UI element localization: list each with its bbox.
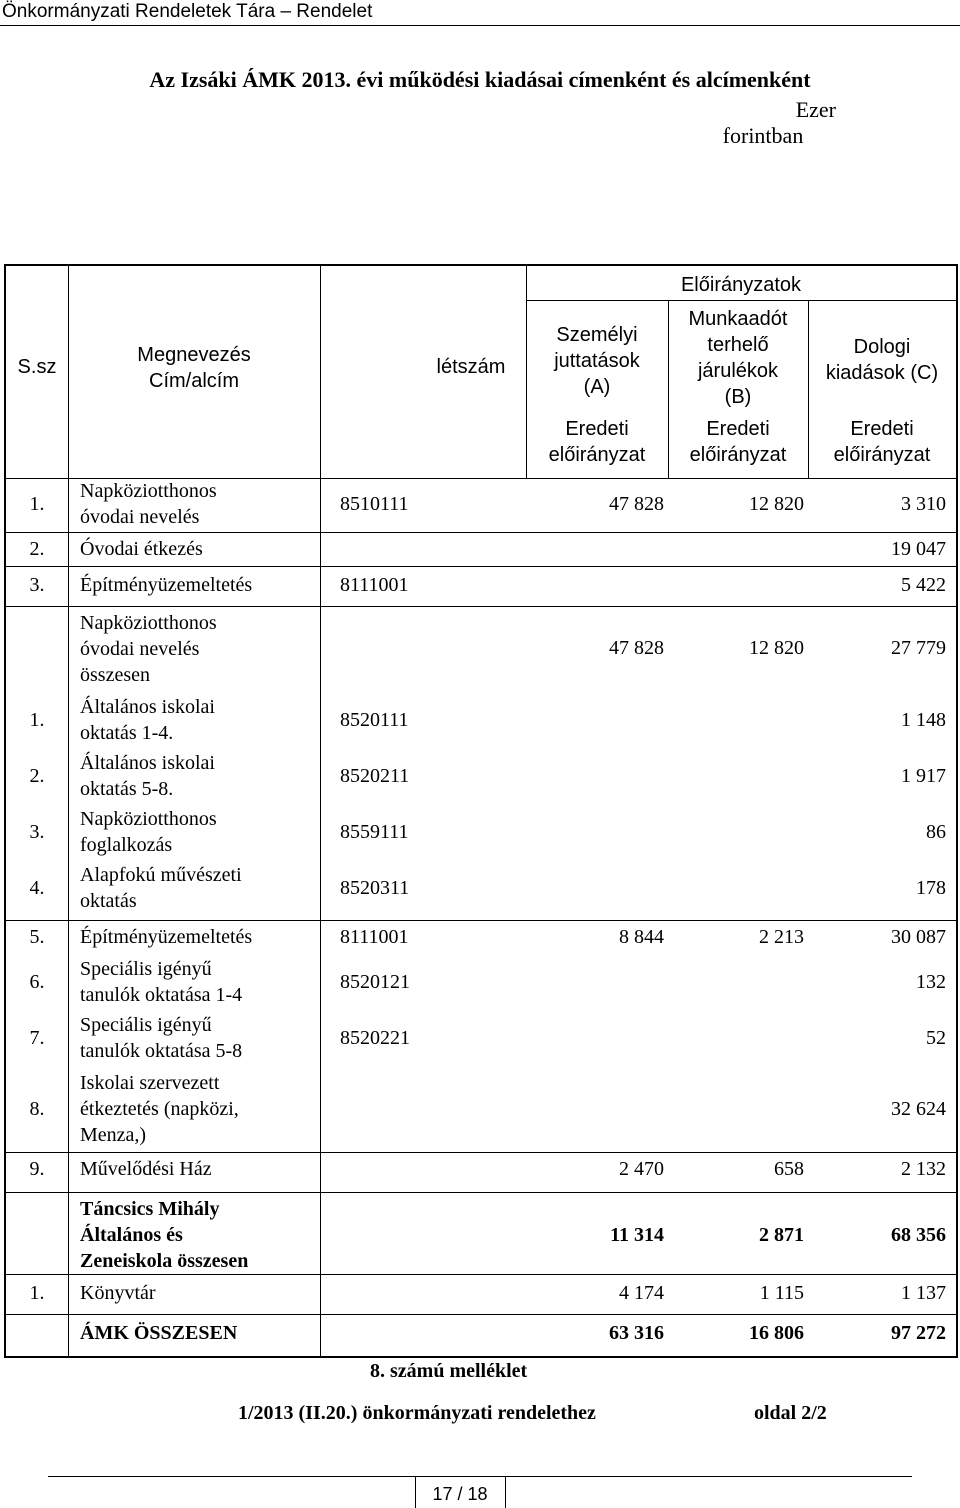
row-value-c: 52 bbox=[926, 1027, 946, 1049]
row-code: 8559111 bbox=[340, 821, 409, 843]
row-name-line: Speciális igényű bbox=[80, 958, 212, 980]
row-number: 3. bbox=[29, 574, 45, 596]
row-value-b: 1 115 bbox=[759, 1282, 804, 1304]
row-value-c: 1 148 bbox=[901, 709, 946, 731]
row-value-b: 2 871 bbox=[759, 1224, 804, 1246]
row-value-c: 27 779 bbox=[891, 637, 946, 659]
row-name-line: étkeztetés (napközi, bbox=[80, 1098, 239, 1120]
unit-label-line2: forintban bbox=[722, 123, 804, 148]
row-number: 3. bbox=[29, 821, 45, 843]
row-line bbox=[6, 532, 956, 533]
row-name-line: Általános és bbox=[80, 1224, 183, 1246]
row-name-line: Iskolai szervezett bbox=[80, 1072, 220, 1094]
header-ssz: S.sz bbox=[17, 356, 57, 378]
row-name-line: Napköziotthonos bbox=[80, 808, 217, 830]
row-value-c: 132 bbox=[916, 971, 946, 993]
row-name-line: Alapfokú művészeti bbox=[80, 864, 242, 886]
row-value-c: 19 047 bbox=[891, 538, 946, 560]
row-name-line: oktatás bbox=[80, 890, 137, 912]
row-value-a: 47 828 bbox=[609, 637, 664, 659]
header-name-line2: Cím/alcím bbox=[149, 370, 239, 392]
page-box-right bbox=[505, 1476, 506, 1508]
header-b-line2: terhelő bbox=[707, 334, 769, 356]
header-a-line1: Személyi bbox=[556, 324, 638, 346]
row-value-c: 5 422 bbox=[901, 574, 946, 596]
row-value-c: 68 356 bbox=[891, 1224, 946, 1246]
table-heading: Az Izsáki ÁMK 2013. évi működési kiadásai címenként és alcímenként bbox=[149, 67, 811, 92]
row-number: 1. bbox=[29, 1282, 45, 1304]
row-code: 8520211 bbox=[340, 765, 410, 787]
header-b-line4: (B) bbox=[724, 386, 752, 408]
header-a-sub1: Eredeti bbox=[565, 418, 629, 440]
row-value-c: 32 624 bbox=[891, 1098, 946, 1120]
header-c-line1: Dologi bbox=[853, 336, 911, 358]
row-name-line: Napköziotthonos bbox=[80, 612, 217, 634]
document-title-bar bbox=[0, 0, 960, 26]
page-footer-rule bbox=[48, 1476, 912, 1477]
row-number: 5. bbox=[29, 926, 45, 948]
row-number: 6. bbox=[29, 971, 45, 993]
row-number: 8. bbox=[29, 1098, 45, 1120]
title-underline bbox=[0, 25, 960, 26]
row-code: 8111001 bbox=[340, 574, 409, 596]
row-name-line: tanulók oktatása 1-4 bbox=[80, 984, 243, 1006]
row-name-line: Művelődési Ház bbox=[80, 1158, 212, 1180]
header-letszam: létszám bbox=[436, 356, 506, 378]
row-code: 8520111 bbox=[340, 709, 409, 731]
header-subdivider bbox=[526, 300, 956, 301]
row-line bbox=[6, 920, 956, 921]
row-code: 8520221 bbox=[340, 1027, 410, 1049]
row-value-c: 178 bbox=[916, 877, 946, 899]
row-name-line: Általános iskolai bbox=[80, 752, 215, 774]
expenditure-table bbox=[4, 264, 958, 1358]
row-line bbox=[6, 1314, 956, 1315]
row-line bbox=[6, 1192, 956, 1193]
header-a-line2: juttatások bbox=[554, 350, 640, 372]
header-b-sub1: Eredeti bbox=[706, 418, 770, 440]
row-name-line: összesen bbox=[80, 664, 150, 686]
header-c-sub1: Eredeti bbox=[850, 418, 914, 440]
row-code: 8520311 bbox=[340, 877, 410, 899]
header-b-line3: járulékok bbox=[697, 360, 779, 382]
row-value-c: 86 bbox=[926, 821, 946, 843]
page-number: 17 / 18 bbox=[432, 1484, 488, 1504]
row-name-line: tanulók oktatása 5-8 bbox=[80, 1040, 243, 1062]
row-value-a: 47 828 bbox=[609, 493, 664, 515]
row-value-a: 8 844 bbox=[619, 926, 664, 948]
row-line bbox=[6, 1274, 956, 1275]
row-line bbox=[6, 1152, 956, 1153]
row-number: 2. bbox=[29, 538, 45, 560]
row-number: 9. bbox=[29, 1158, 45, 1180]
row-line bbox=[6, 566, 956, 567]
header-b-sub2: előirányzat bbox=[689, 444, 787, 466]
row-number: 4. bbox=[29, 877, 45, 899]
regulation-reference: 1/2013 (II.20.) önkormányzati rendelethez bbox=[238, 1402, 596, 1424]
row-code: 8510111 bbox=[340, 493, 409, 515]
row-code: 8520121 bbox=[340, 971, 410, 993]
row-name-line: óvodai nevelés bbox=[80, 506, 200, 528]
header-a-line3: (A) bbox=[583, 376, 611, 398]
row-name-line: Napköziotthonos bbox=[80, 480, 217, 502]
row-name-line: Speciális igényű bbox=[80, 1014, 212, 1036]
row-name-line: Általános iskolai bbox=[80, 696, 215, 718]
row-value-a: 4 174 bbox=[619, 1282, 664, 1304]
page-of-annex: oldal 2/2 bbox=[754, 1402, 827, 1424]
row-code: 8111001 bbox=[340, 926, 409, 948]
row-value-b: 2 213 bbox=[759, 926, 804, 948]
row-number: 1. bbox=[29, 709, 45, 731]
row-name-line: óvodai nevelés bbox=[80, 638, 200, 660]
header-a-sub2: előirányzat bbox=[548, 444, 646, 466]
row-name-line: Menza,) bbox=[80, 1124, 147, 1146]
row-number: 1. bbox=[29, 493, 45, 515]
row-value-c: 97 272 bbox=[891, 1322, 946, 1344]
row-value-c: 1 917 bbox=[901, 765, 946, 787]
row-name-line: Zeneiskola összesen bbox=[80, 1250, 249, 1272]
header-c-line2: kiadások (C) bbox=[825, 362, 939, 384]
row-value-c: 1 137 bbox=[901, 1282, 946, 1304]
header-c-sub2: előirányzat bbox=[833, 444, 931, 466]
row-name-line: Könyvtár bbox=[80, 1282, 156, 1304]
row-value-b: 658 bbox=[774, 1158, 804, 1180]
row-value-c: 3 310 bbox=[901, 493, 946, 515]
row-number: 7. bbox=[29, 1027, 45, 1049]
header-eloiranyzatok: Előirányzatok bbox=[680, 274, 802, 296]
row-name-line: oktatás 5-8. bbox=[80, 778, 174, 800]
annex-number: 8. számú melléklet bbox=[370, 1360, 528, 1382]
header-name-line1: Megnevezés bbox=[137, 344, 251, 366]
row-value-c: 2 132 bbox=[901, 1158, 946, 1180]
row-value-a: 11 314 bbox=[610, 1224, 664, 1246]
row-value-b: 12 820 bbox=[749, 493, 804, 515]
header-b-line1: Munkaadót bbox=[688, 308, 788, 330]
row-value-b: 12 820 bbox=[749, 637, 804, 659]
row-name-line: Óvodai étkezés bbox=[80, 538, 203, 560]
row-name-line: oktatás 1-4. bbox=[80, 722, 174, 744]
row-value-a: 63 316 bbox=[609, 1322, 664, 1344]
row-name-line: Táncsics Mihály bbox=[80, 1198, 220, 1220]
unit-label-line1: Ezer bbox=[795, 97, 836, 122]
row-name-line: Építményüzemeltetés bbox=[80, 926, 253, 948]
row-name-line: foglalkozás bbox=[80, 834, 173, 856]
row-value-a: 2 470 bbox=[619, 1158, 664, 1180]
row-name-line: Építményüzemeltetés bbox=[80, 574, 253, 596]
row-number: 2. bbox=[29, 765, 45, 787]
row-value-c: 30 087 bbox=[891, 926, 946, 948]
row-name-line: ÁMK ÖSSZESEN bbox=[80, 1322, 238, 1344]
document-title: Önkormányzati Rendeletek Tára – Rendelet bbox=[2, 1, 373, 22]
row-value-b: 16 806 bbox=[749, 1322, 804, 1344]
row-line bbox=[6, 606, 956, 607]
